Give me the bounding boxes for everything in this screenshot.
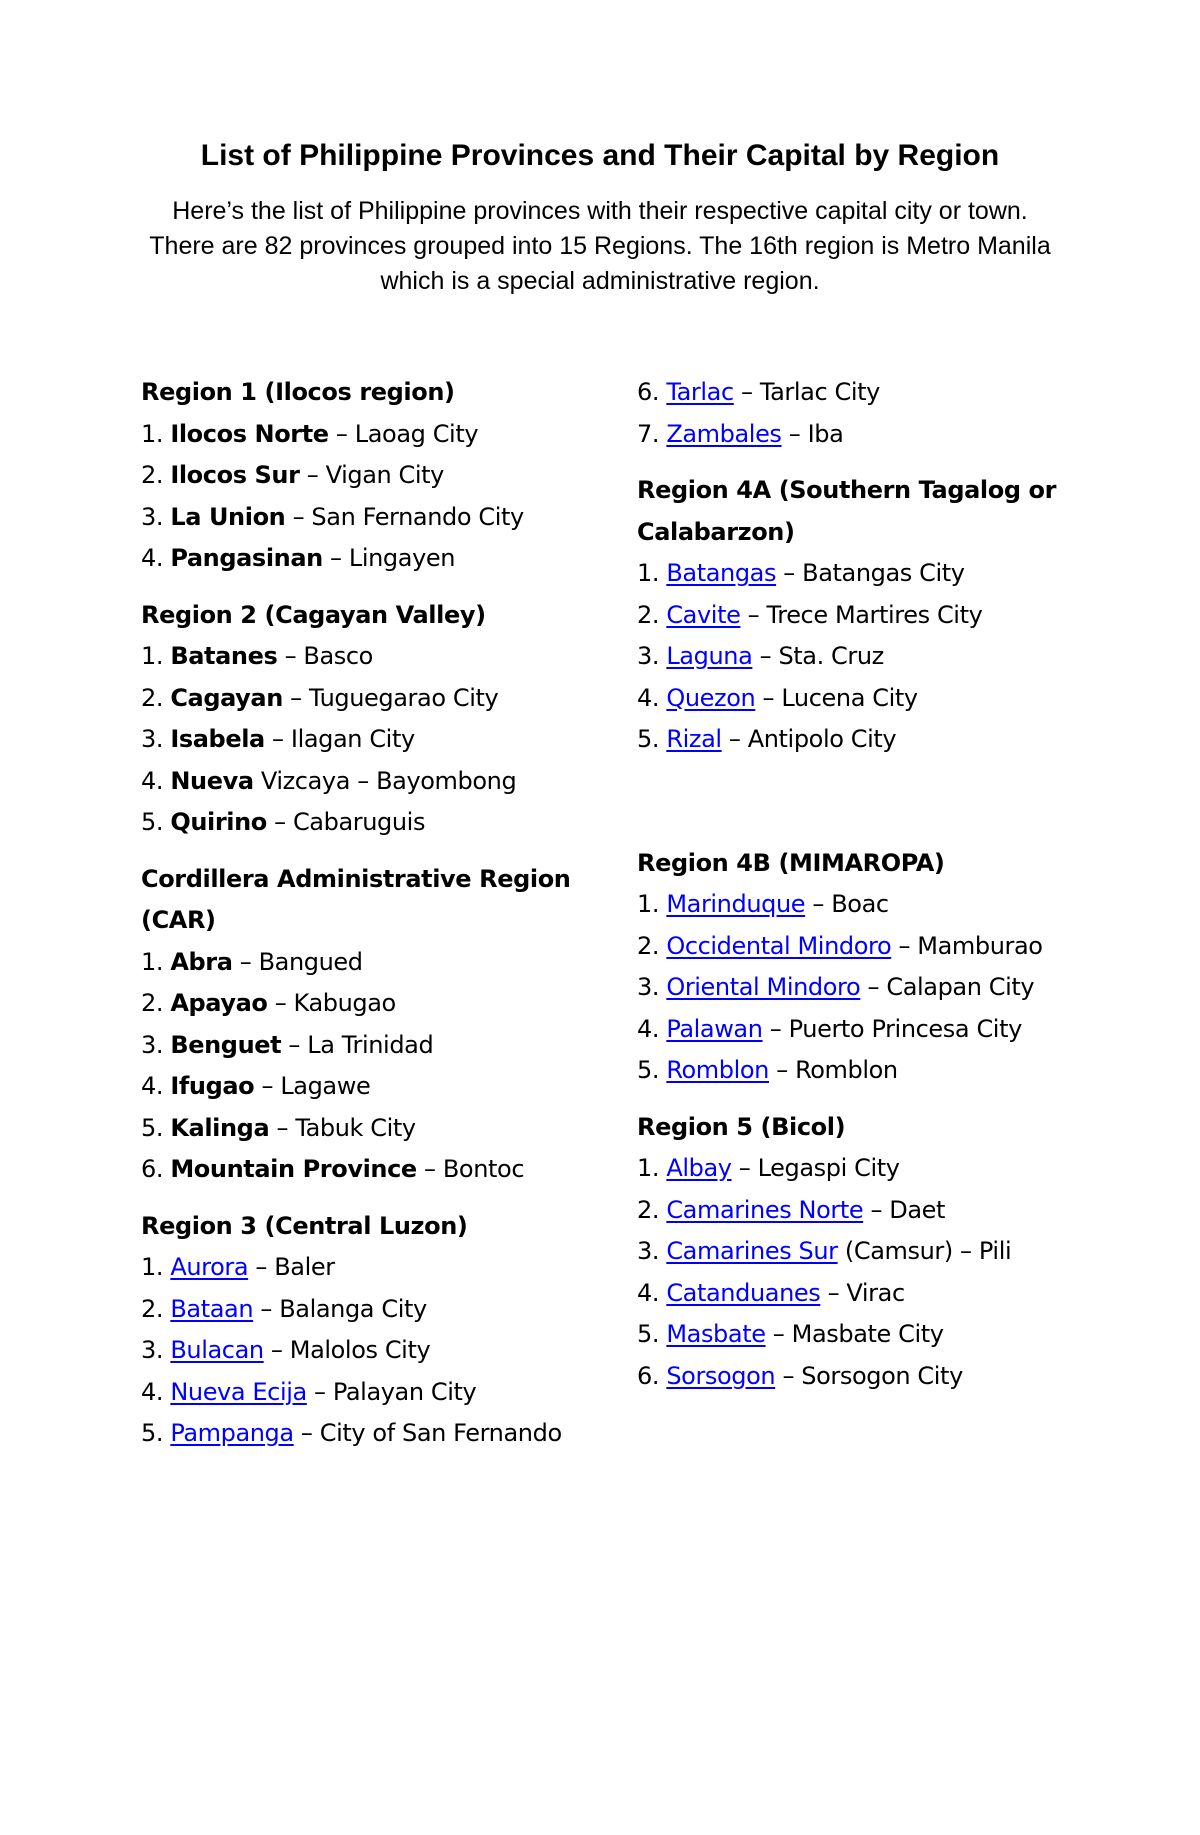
capital-name: Bayombong: [376, 766, 517, 795]
province-name: Nueva: [170, 766, 254, 795]
region-heading: Cordillera Administrative Region (CAR): [141, 864, 571, 934]
province-name: Isabela: [170, 725, 265, 753]
province-link[interactable]: Nueva Ecija: [170, 1377, 307, 1406]
province-name: Apayao: [170, 989, 268, 1017]
region-heading: Region 4A (Southern Tagalog or Calabarzon): [637, 476, 1057, 546]
list-item: 3. Camarines Sur (Camsur) – Pili: [637, 1237, 1012, 1265]
capital-name: Pili: [978, 1237, 1012, 1265]
province-link[interactable]: Pampanga: [170, 1419, 294, 1447]
province-link[interactable]: Masbate: [666, 1320, 766, 1348]
list-item: 1. Batanes – Basco: [141, 642, 373, 670]
list-item: 4. Palawan – Puerto Princesa City: [637, 1014, 1022, 1043]
province-name: Benguet: [170, 1030, 282, 1059]
list-item: 2. Occidental Mindoro – Mamburao: [637, 931, 1043, 960]
capital-name: Sta. Cruz: [778, 642, 884, 670]
region-heading: Region 4B (MIMAROPA): [637, 848, 945, 877]
province-link[interactable]: Camarines Sur: [666, 1237, 838, 1265]
capital-name: Antipolo City: [747, 725, 897, 753]
province-link[interactable]: Batangas: [666, 559, 777, 587]
capital-name: Batangas City: [802, 559, 965, 587]
list-item: 7. Zambales – Iba: [637, 419, 844, 448]
province-link[interactable]: Tarlac: [666, 378, 734, 406]
capital-name: Trece Martires City: [766, 600, 983, 629]
list-item: 3. Isabela – Ilagan City: [141, 725, 415, 753]
capital-name: Bangued: [258, 947, 363, 976]
right-column: [637, 372, 1077, 1397]
province-link[interactable]: Romblon: [666, 1056, 769, 1084]
province-link[interactable]: Bulacan: [170, 1336, 264, 1364]
left-column: [141, 372, 591, 1455]
capital-name: Calapan City: [886, 973, 1035, 1001]
province-name: Batanes: [170, 642, 278, 670]
capital-name: Daet: [889, 1195, 946, 1224]
capital-name: Bontoc: [442, 1155, 525, 1183]
province-name: Cagayan: [170, 683, 283, 712]
list-item: 2. Cagayan – Tuguegarao City: [141, 683, 499, 712]
province-name: Kalinga: [170, 1113, 270, 1142]
list-item: 2. Cavite – Trece Martires City: [637, 600, 983, 629]
capital-name: Romblon: [795, 1056, 898, 1084]
list-item: 3. La Union – San Fernando City: [141, 502, 524, 531]
capital-name: Basco: [303, 642, 373, 670]
province-link[interactable]: Bataan: [170, 1294, 254, 1323]
list-item: 4. Ifugao – Lagawe: [141, 1072, 371, 1100]
capital-name: Vigan City: [325, 461, 444, 489]
list-item: 1. Batangas – Batangas City: [637, 559, 965, 587]
province-link[interactable]: Cavite: [666, 600, 741, 629]
list-item: 5. Rizal – Antipolo City: [637, 725, 897, 753]
capital-name: Tabuk City: [295, 1113, 416, 1142]
capital-name: Tarlac City: [759, 378, 880, 406]
capital-name: Laoag City: [354, 419, 479, 448]
province-name: La Union: [170, 502, 286, 531]
capital-name: San Fernando City: [311, 502, 524, 531]
province-name: Abra: [170, 947, 233, 976]
capital-name: Boac: [831, 890, 889, 918]
capital-name: La Trinidad: [307, 1030, 434, 1059]
capital-name: Baler: [274, 1253, 335, 1281]
list-item: 1. Aurora – Baler: [141, 1253, 335, 1281]
region-heading: Region 5 (Bicol): [637, 1112, 846, 1141]
list-item: 4. Quezon – Lucena City: [637, 683, 918, 712]
list-item: 2. Ilocos Sur – Vigan City: [141, 461, 444, 489]
province-name: Mountain Province: [170, 1155, 417, 1183]
capital-name: Tuguegarao City: [308, 683, 499, 712]
list-item: 5. Masbate – Masbate City: [637, 1320, 944, 1348]
list-item: 2. Apayao – Kabugao: [141, 989, 396, 1017]
region-heading: Region 2 (Cagayan Valley): [141, 600, 486, 629]
province-link[interactable]: Oriental Mindoro: [666, 973, 861, 1001]
province-name: Ilocos Norte: [170, 419, 329, 448]
capital-name: Sorsogon City: [801, 1361, 963, 1390]
list-item: 1. Marinduque – Boac: [637, 890, 889, 918]
capital-name: Lagawe: [280, 1072, 371, 1100]
page-title: List of Philippine Provinces and Their Capital by Region: [200, 139, 1000, 172]
capital-name: Ilagan City: [290, 725, 415, 753]
province-link[interactable]: Catanduanes: [666, 1278, 821, 1307]
capital-name: Mamburao: [917, 931, 1043, 960]
intro-paragraph: Here’s the list of Philippine provinces with their respective capital city or town. There are 82 provinces grouped into 15 Regions. The 16th region is Metro Manila which is a special administrative region.: [149, 197, 1051, 295]
list-item: 5. Romblon – Romblon: [637, 1056, 898, 1084]
list-item: 4. Pangasinan – Lingayen: [141, 544, 456, 572]
province-name: Ifugao: [170, 1072, 255, 1100]
list-item: 3. Bulacan – Malolos City: [141, 1336, 431, 1364]
list-item: 3. Laguna – Sta. Cruz: [637, 642, 884, 670]
capital-name: Lucena City: [781, 683, 918, 712]
list-item: 4. Nueva Vizcaya – Bayombong: [141, 766, 517, 795]
capital-name: Cabaruguis: [292, 808, 426, 836]
capital-name: Virac: [846, 1278, 905, 1307]
capital-name: Masbate City: [791, 1320, 944, 1348]
list-item: 6. Tarlac – Tarlac City: [637, 378, 880, 406]
province-link[interactable]: Albay: [666, 1154, 732, 1182]
list-item: 2. Bataan – Balanga City: [141, 1294, 427, 1323]
list-item: 3. Oriental Mindoro – Calapan City: [637, 973, 1035, 1001]
list-item: 3. Benguet – La Trinidad: [141, 1030, 434, 1059]
list-item: 2. Camarines Norte – Daet: [637, 1195, 946, 1224]
capital-name: Balanga City: [279, 1294, 427, 1323]
region-heading: Region 1 (Ilocos region): [141, 378, 455, 406]
capital-name: Iba: [807, 419, 844, 448]
region-heading: Region 3 (Central Luzon): [141, 1211, 468, 1240]
list-item: 5. Kalinga – Tabuk City: [141, 1113, 416, 1142]
list-item: 6. Mountain Province – Bontoc: [141, 1155, 525, 1183]
province-link[interactable]: Zambales: [666, 419, 782, 448]
province-name: Quirino: [170, 808, 267, 836]
list-item: 6. Sorsogon – Sorsogon City: [637, 1361, 963, 1390]
list-item: 1. Albay – Legaspi City: [637, 1154, 900, 1182]
capital-name: City of San Fernando: [319, 1419, 562, 1447]
capital-name: Malolos City: [289, 1336, 431, 1364]
list-item: 4. Catanduanes – Virac: [637, 1278, 905, 1307]
capital-name: Lingayen: [348, 544, 456, 572]
province-link[interactable]: Aurora: [170, 1253, 249, 1281]
list-item: 1. Abra – Bangued: [141, 947, 363, 976]
capital-name: Legaspi City: [757, 1154, 900, 1182]
province-link[interactable]: Rizal: [666, 725, 722, 753]
list-item: 4. Nueva Ecija – Palayan City: [141, 1377, 477, 1406]
province-link[interactable]: Palawan: [666, 1014, 763, 1043]
province-link[interactable]: Camarines Norte: [666, 1195, 864, 1224]
list-item: 1. Ilocos Norte – Laoag City: [141, 419, 479, 448]
capital-name: Kabugao: [293, 989, 396, 1017]
province-link[interactable]: Laguna: [666, 642, 753, 670]
province-link[interactable]: Marinduque: [666, 890, 806, 918]
list-item: 5. Pampanga – City of San Fernando: [141, 1419, 562, 1447]
province-name: Pangasinan: [170, 544, 323, 572]
capital-name: Puerto Princesa City: [788, 1014, 1022, 1043]
province-link[interactable]: Sorsogon: [666, 1361, 776, 1390]
province-link[interactable]: Occidental Mindoro: [666, 931, 892, 960]
province-link[interactable]: Quezon: [666, 683, 756, 712]
province-name: Ilocos Sur: [170, 461, 300, 489]
list-item: 5. Quirino – Cabaruguis: [141, 808, 426, 836]
capital-name: Palayan City: [332, 1377, 477, 1406]
